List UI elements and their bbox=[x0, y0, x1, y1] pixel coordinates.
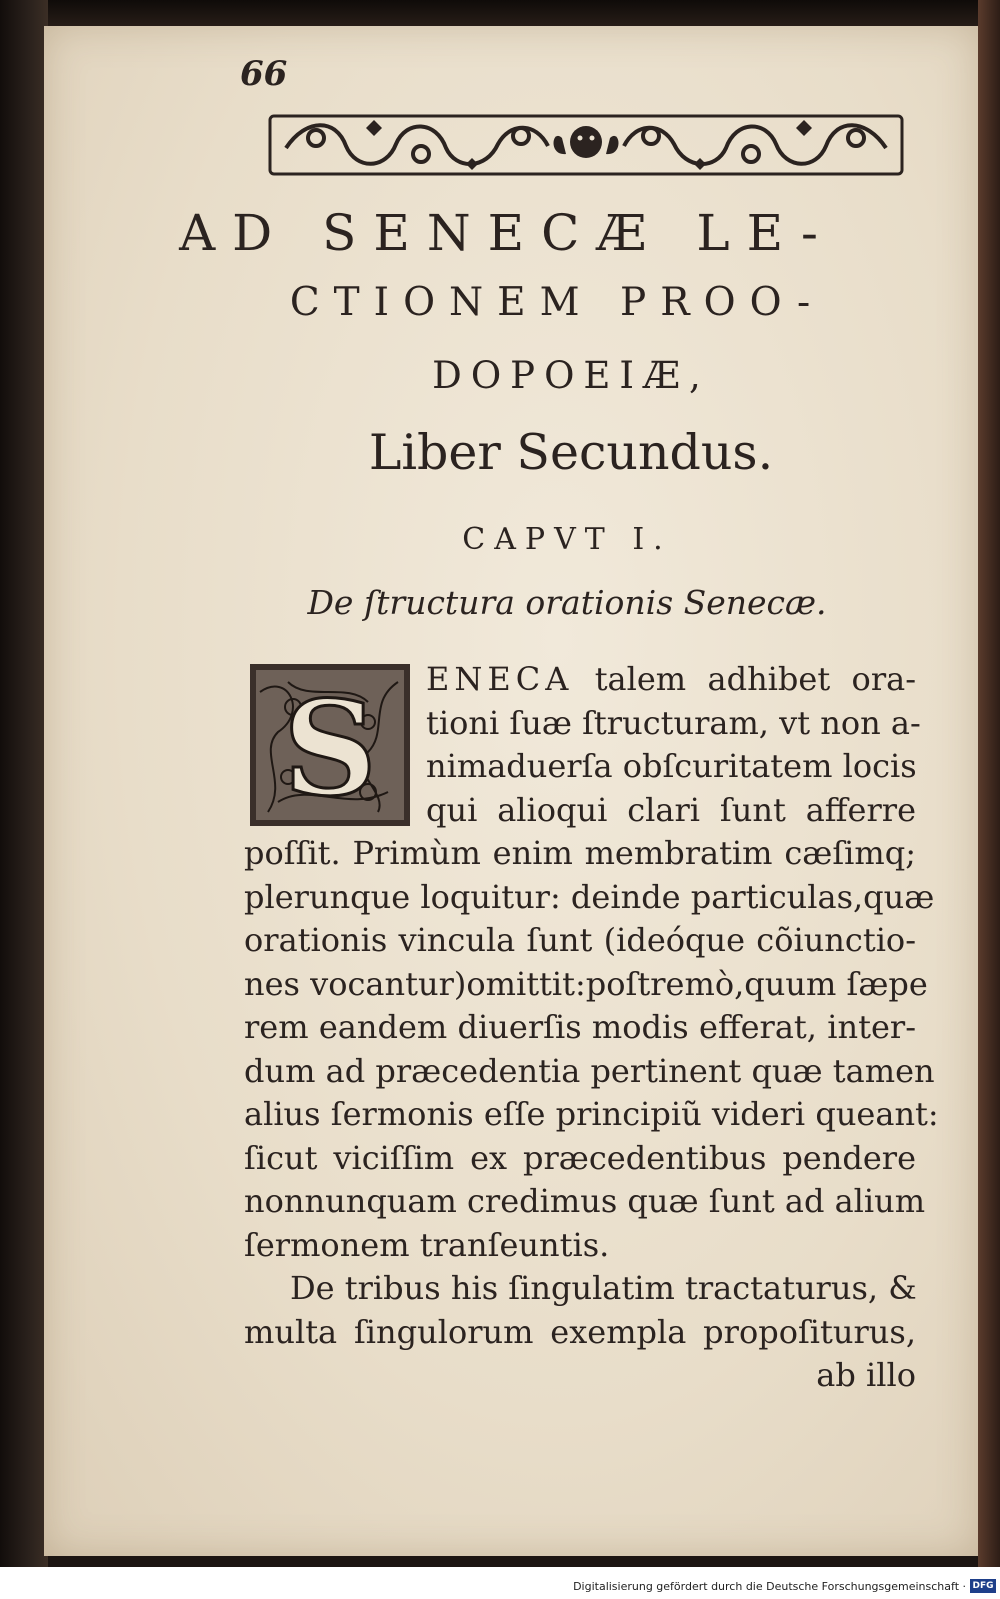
text-line: multa ſingulorum exempla propoſiturus, bbox=[244, 1312, 916, 1351]
book-right-edge bbox=[978, 0, 1000, 1570]
text-line: rem eandem diuerſis modis efferat, inter- bbox=[244, 1008, 916, 1046]
text-line: tioni ſuæ ſtructuram, vt non a- bbox=[426, 703, 921, 742]
text-line: nonnunquam credimus quæ ſunt ad alium bbox=[244, 1182, 926, 1220]
text-line: De tribus his ſingulatim tractaturus, & bbox=[290, 1269, 917, 1307]
text-line: ENECA talem adhibet ora- bbox=[426, 660, 917, 698]
text-line: orationis vincula ſunt (ideóque cõiunctio- bbox=[244, 921, 916, 959]
title-line-2: CTIONEM PROO- bbox=[289, 280, 825, 325]
text-line: poſſit. Primùm enim membratim cæſimq; bbox=[244, 834, 916, 872]
chapter-title: De ſtructura orationis Senecæ. bbox=[307, 583, 827, 622]
text-line: dum ad præcedentia pertinent quæ tamen bbox=[244, 1051, 935, 1090]
body-text bbox=[244, 658, 939, 1398]
text-line: ſicut viciſſim ex præcedentibus pendere bbox=[244, 1138, 916, 1177]
text-line: qui alioqui clari ſunt afferre bbox=[426, 790, 916, 829]
dfg-logo: DFG bbox=[970, 1579, 996, 1593]
text-line: nes vocantur)omittit:poſtremò,quum ſæpe bbox=[244, 964, 928, 1003]
book-heading: Liber Secundus. bbox=[368, 424, 774, 481]
initial-letter: S bbox=[283, 672, 377, 825]
chapter-heading: CAPVT I. bbox=[462, 522, 672, 557]
text-line: plerunque loquitur: deinde particulas,quæ bbox=[244, 877, 935, 916]
decorative-headpiece-ornament bbox=[266, 108, 906, 180]
text-line: nimaduerſa obſcuritatem locis bbox=[426, 747, 917, 785]
title-line-3: DOPOEIÆ, bbox=[432, 354, 710, 397]
footer-credit: Digitalisierung gefördert durch die Deutsche Forschungsgemeinschaft · bbox=[573, 1580, 966, 1593]
footer-strip bbox=[0, 1567, 1000, 1599]
text-line: alius ſermonis eſſe principiũ videri queant: bbox=[244, 1095, 939, 1133]
title-line-1: AD SENECÆ LE- bbox=[179, 204, 835, 262]
catchword: ab illo bbox=[816, 1356, 916, 1394]
first-word-rest: ENECA bbox=[426, 660, 574, 698]
text-line: ſermonem tranſeuntis. bbox=[244, 1225, 610, 1264]
book-page bbox=[44, 26, 978, 1556]
page-number: 66 bbox=[240, 54, 288, 94]
